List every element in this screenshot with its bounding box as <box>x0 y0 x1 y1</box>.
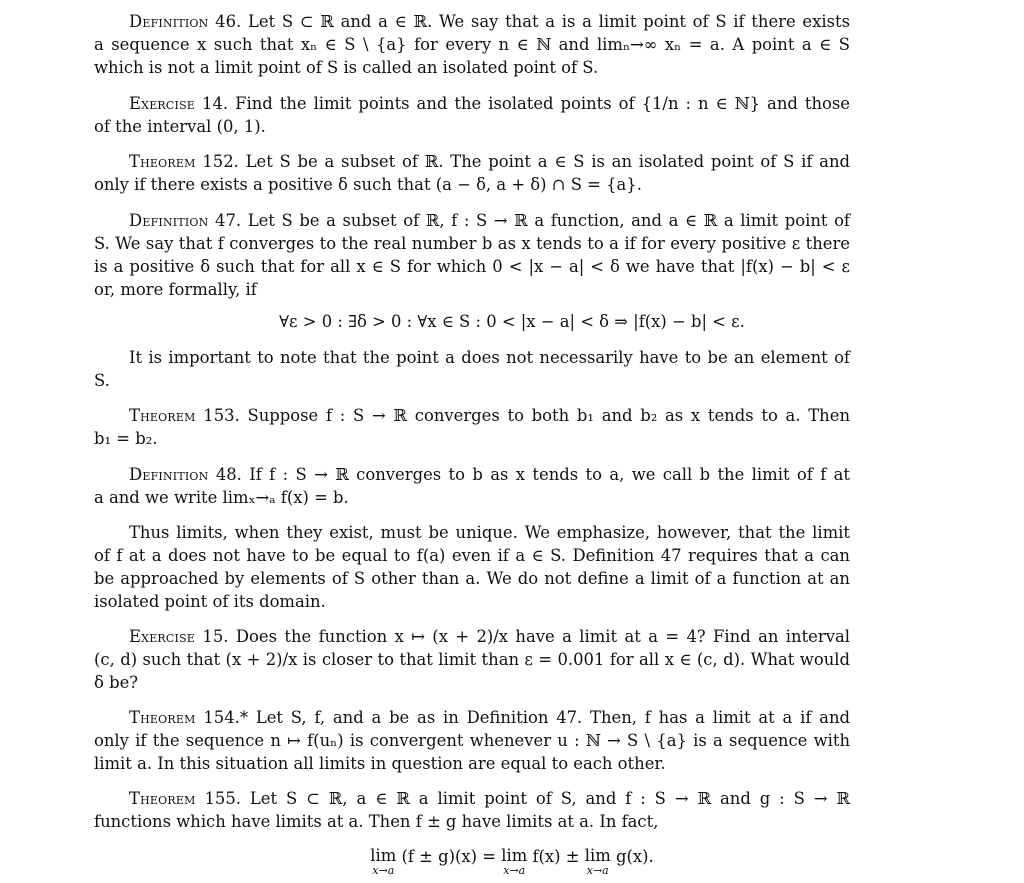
text-line: is a positive δ such that for all x ∈ S for which 0 < |x − a| < δ we have that |f(x) − b| < ε <box>94 257 850 276</box>
text-line: or, more formally, if <box>94 280 257 299</box>
theorem-155 <box>94 787 850 833</box>
text-line: Exercise 15. Does the function x ↦ (x + 2)/x have a limit at a = 4? Find an interval <box>129 627 850 646</box>
text-line: be approached by elements of S other than a. We do not define a limit of a function at an <box>94 569 850 588</box>
text-line: Definition 47. Let S be a subset of ℝ, f : S → ℝ a function, and a ∈ ℝ a limit point of <box>129 211 850 230</box>
limit-operator <box>585 845 611 876</box>
text-line: (c, d) such that (x + 2)/x is closer to that limit than ε = 0.001 for all x ∈ (c, d). What would <box>94 650 850 669</box>
text-line: Definition 46. Let S ⊂ ℝ and a ∈ ℝ. We say that a is a limit point of S if there exists <box>129 12 850 31</box>
text-line: Theorem 154.* Let S, f, and a be as in Definition 47. Then, f has a limit at a if and <box>129 708 850 727</box>
text-line: only if the sequence n ↦ f(uₙ) is convergent whenever u : ℕ → S \ {a} is a sequence with <box>94 731 850 750</box>
limit-operator <box>370 845 396 876</box>
definition-47 <box>94 209 850 301</box>
lim-word: lim <box>501 846 528 865</box>
lim-subscript: x→a <box>372 864 395 877</box>
text-line: Theorem 152. Let S be a subset of ℝ. The point a ∈ S is an isolated point of S if and <box>129 152 850 171</box>
text-line: functions which have limits at a. Then f ± g have limits at a. In fact, <box>94 812 659 831</box>
formal-definition <box>0 310 1024 333</box>
text-line: It is important to note that the point a does not necessarily have to be an element of <box>129 348 850 367</box>
text-line: of the interval (0, 1). <box>94 117 266 136</box>
text-line: Definition 48. If f : S → ℝ converges to b as x tends to a, we call b the limit of f at <box>129 465 850 484</box>
formula-part: g(x). <box>615 847 654 866</box>
text-line: Thus limits, when they exist, must be unique. We emphasize, however, that the limit <box>129 523 850 542</box>
limit-operator <box>501 845 527 876</box>
theorem-153 <box>94 404 850 450</box>
exercise-15 <box>94 625 850 694</box>
definition-48 <box>94 463 850 509</box>
remark-point-a <box>94 346 850 392</box>
lim-subscript: x→a <box>503 864 526 877</box>
lim-word: lim <box>584 846 611 865</box>
remark-uniqueness <box>94 521 850 613</box>
text-line: b₁ = b₂. <box>94 429 158 448</box>
text-line: isolated point of its domain. <box>94 592 326 611</box>
theorem-154 <box>94 706 850 775</box>
exercise-14 <box>94 92 850 138</box>
formula-part: (f ± g)(x) = <box>401 847 496 866</box>
text-line: Theorem 155. Let S ⊂ ℝ, a ∈ ℝ a limit point of S, and f : S → ℝ and g : S → ℝ <box>129 789 850 808</box>
text-line: limit a. In this situation all limits in question are equal to each other. <box>94 754 666 773</box>
text-line: only if there exists a positive δ such that (a − δ, a + δ) ∩ S = {a}. <box>94 175 642 194</box>
lim-word: lim <box>370 846 397 865</box>
text-line: S. We say that f converges to the real number b as x tends to a if for every positive ε there <box>94 234 850 253</box>
formula-part: f(x) ± <box>532 847 580 866</box>
text-line: Theorem 153. Suppose f : S → ℝ converges to both b₁ and b₂ as x tends to a. Then <box>129 406 850 425</box>
text-line: Exercise 14. Find the limit points and the isolated points of {1/n : n ∈ ℕ} and those <box>129 94 850 113</box>
lim-subscript: x→a <box>586 864 609 877</box>
text-line: S. <box>94 371 110 390</box>
text-line: of f at a does not have to be equal to f(a) even if a ∈ S. Definition 47 requires that a can <box>94 546 850 565</box>
limit-sum-formula <box>0 845 1024 876</box>
theorem-152 <box>94 150 850 196</box>
definition-46 <box>94 10 850 79</box>
text-line: which is not a limit point of S is called an isolated point of S. <box>94 58 599 77</box>
formula: ∀ε > 0 : ∃δ > 0 : ∀x ∈ S : 0 < |x − a| < δ ⇒ |f(x) − b| < ε. <box>279 312 745 331</box>
text-line: a sequence x such that xₙ ∈ S \ {a} for every n ∈ ℕ and limₙ→∞ xₙ = a. A point a ∈ S <box>94 35 850 54</box>
text-line: a and we write limₓ→ₐ f(x) = b. <box>94 488 349 507</box>
text-line: δ be? <box>94 673 139 692</box>
